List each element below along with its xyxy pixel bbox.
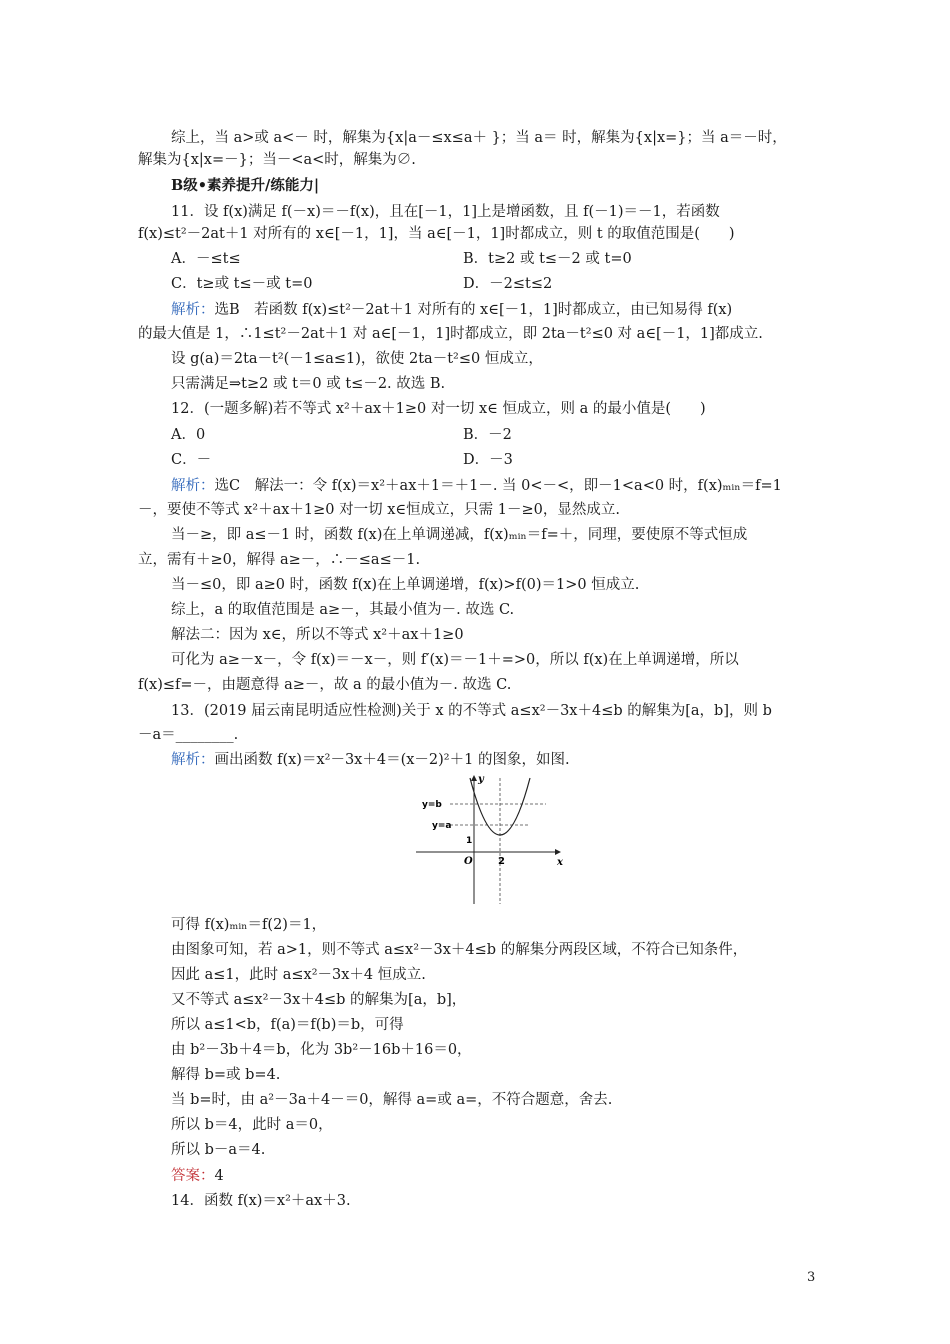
- line-text: 综上，当 a>或 a<－ 时，解集为{x|a－≤x≤a＋ }；当 a＝ 时，解集为{x|x=}；当 a＝－时，: [171, 130, 787, 146]
- text-line: [171, 1065, 280, 1085]
- line-text: 解集为{x|x=－}；当－<a<时，解集为∅.: [138, 152, 416, 168]
- text-line: [171, 274, 312, 294]
- line-text: 所以 a≤1<b，f(a)＝f(b)＝b，可得: [171, 1017, 404, 1033]
- line-text: 设 g(a)＝2ta－t²(－1≤a≤1)，欲使 2ta－t²≤0 恒成立，: [171, 351, 543, 367]
- line-text: 画出函数 f(x)＝x²－3x＋4＝(x－2)²＋1 的图象，如图.: [214, 752, 570, 768]
- text-line: [171, 1166, 224, 1186]
- text-line: [171, 476, 782, 496]
- line-text: 的最大值是 1，∴1≤t²－2at＋1 对 a∈[－1，1]时都成立，即 2ta－t²≤0 对 a∈[－1，1]都成立.: [138, 326, 763, 342]
- text-line: [171, 525, 747, 545]
- line-text: f(x)≤f=－，由题意得 a≥－，故 a 的最小值为－. 故选 C.: [138, 677, 512, 693]
- label-x: x: [557, 857, 563, 868]
- page-number: 3: [807, 1270, 816, 1285]
- text-line: [171, 425, 205, 445]
- label-y-b: y=b: [422, 800, 442, 810]
- text-line: [171, 625, 464, 645]
- text-line: [138, 725, 238, 745]
- line-text: 4: [214, 1168, 224, 1184]
- text-line: [171, 128, 787, 148]
- label-two: 2: [498, 856, 505, 867]
- text-line: [171, 450, 211, 470]
- analysis-label: 解析：: [171, 302, 215, 318]
- parabola-curve: [470, 778, 530, 835]
- text-line: [138, 150, 416, 170]
- text-line: [171, 750, 570, 770]
- text-line: [171, 701, 772, 721]
- label-y-a: y=a: [432, 821, 452, 831]
- line-text: D．－3: [463, 452, 513, 468]
- text-line: [171, 176, 319, 196]
- text-line: [171, 600, 514, 620]
- text-line: [171, 1040, 472, 1060]
- analysis-label: 解析：: [171, 478, 215, 494]
- text-line: [171, 915, 326, 935]
- line-text: 选B 若函数 f(x)≤t²－2at＋1 对所有的 x∈[－1，1]时都成立，由已知易得 f(x): [214, 302, 733, 318]
- analysis-label: 解析：: [171, 752, 215, 768]
- line-text: D．－2≤t≤2: [463, 276, 553, 292]
- text-line: [463, 274, 552, 294]
- line-text: 所以 b＝4，此时 a＝0，: [171, 1117, 333, 1133]
- line-text: －a＝________.: [138, 727, 239, 743]
- line-text: －，要使不等式 x²＋ax＋1≥0 对一切 x∈恒成立，只需 1－≥0，显然成立.: [138, 502, 620, 518]
- line-text: 当 b=时，由 a²－3a＋4－＝0，解得 a=或 a=，不符合题意，舍去.: [171, 1092, 613, 1108]
- line-text: 因此 a≤1，此时 a≤x²－3x＋4 恒成立.: [171, 967, 426, 983]
- line-text: C．－: [171, 452, 212, 468]
- text-line: [171, 990, 466, 1010]
- line-text: 可化为 a≥－x－，令 f(x)＝－x－，则 f′(x)＝－1＋=>0，所以 f(x)在上单调递增，所以: [171, 652, 739, 668]
- text-line: [171, 1015, 404, 1035]
- line-text: 又不等式 a≤x²－3x＋4≤b 的解集为[a，b]，: [171, 992, 467, 1008]
- text-line: [171, 374, 445, 394]
- text-line: [463, 450, 513, 470]
- line-text: C．t≥或 t≤－或 t=0: [171, 276, 313, 292]
- label-one: 1: [466, 836, 473, 846]
- text-line: [171, 1115, 333, 1135]
- line-text: A．0: [171, 427, 206, 443]
- line-text: 当－≤0，即 a≥0 时，函数 f(x)在上单调递增，f(x)>f(0)＝1>0 恒成立.: [171, 577, 640, 593]
- text-line: [171, 940, 747, 960]
- line-text: 14．函数 f(x)＝x²＋ax＋3.: [171, 1193, 351, 1209]
- parabola-figure: [414, 770, 566, 906]
- line-text: 所以 b－a＝4.: [171, 1142, 266, 1158]
- text-line: [171, 399, 706, 419]
- line-text: 选C 解法一：令 f(x)＝x²＋ax＋1＝＋1－. 当 0<－<，即－1<a<0 时，f(x)ₘᵢₙ＝f=1: [214, 478, 782, 494]
- answer-label: 答案：: [171, 1168, 215, 1184]
- text-line: [171, 349, 543, 369]
- line-text: B．t≥2 或 t≤－2 或 t=0: [463, 251, 632, 267]
- line-text: 解得 b=或 b=4.: [171, 1067, 281, 1083]
- line-text: B．－2: [463, 427, 512, 443]
- line-text: 可得 f(x)ₘᵢₙ＝f(2)＝1，: [171, 917, 327, 933]
- text-line: [138, 500, 620, 520]
- line-text: 11．设 f(x)满足 f(－x)＝－f(x)，且在[－1，1]上是增函数，且 f(－1)＝－1，若函数: [171, 204, 720, 220]
- label-y: y: [478, 774, 484, 785]
- line-text: 只需满足⇒t≥2 或 t＝0 或 t≤－2. 故选 B.: [171, 376, 446, 392]
- text-line: [171, 202, 720, 222]
- label-origin: O: [464, 856, 473, 867]
- line-text: 综上，a 的取值范围是 a≥－，其最小值为－. 故选 C.: [171, 602, 515, 618]
- line-text: 13．(2019 届云南昆明适应性检测)关于 x 的不等式 a≤x²－3x＋4≤b 的解集为[a，b]，则 b: [171, 703, 772, 719]
- text-line: [171, 249, 241, 269]
- text-line: [171, 1090, 612, 1110]
- line-text: 立，需有＋≥0，解得 a≥－，∴－≤a≤－1.: [138, 552, 421, 568]
- text-line: [463, 249, 632, 269]
- line-text: 解法二：因为 x∈，所以不等式 x²＋ax＋1≥0: [171, 627, 464, 643]
- text-line: [138, 675, 511, 695]
- line-text: A．－≤t≤: [171, 251, 241, 267]
- text-line: [138, 324, 763, 344]
- line-text: 12．(一题多解)若不等式 x²＋ax＋1≥0 对一切 x∈ 恒成立，则 a 的最小值是( ): [171, 401, 706, 417]
- text-line: [171, 575, 639, 595]
- line-text: 由图象可知，若 a>1，则不等式 a≤x²－3x＋4≤b 的解集分两段区域，不符合已知条件，: [171, 942, 748, 958]
- text-line: [171, 965, 426, 985]
- line-text: B级•素养提升/练能力|: [171, 177, 320, 194]
- text-line: [171, 300, 732, 320]
- text-line: [171, 1191, 351, 1211]
- line-text: 当－≥，即 a≤－1 时，函数 f(x)在上单调递减，f(x)ₘᵢₙ＝f=＋，同理，要使原不等式恒成: [171, 527, 748, 543]
- line-text: 由 b²－3b＋4＝b，化为 3b²－16b＋16＝0，: [171, 1042, 472, 1058]
- text-line: [171, 650, 739, 670]
- text-line: [463, 425, 512, 445]
- line-text: f(x)≤t²－2at＋1 对所有的 x∈[－1，1]，当 a∈[－1，1]时都成立，则 t 的取值范围是( ): [138, 226, 735, 242]
- text-line: [138, 224, 735, 244]
- text-line: [138, 550, 420, 570]
- text-line: [171, 1140, 265, 1160]
